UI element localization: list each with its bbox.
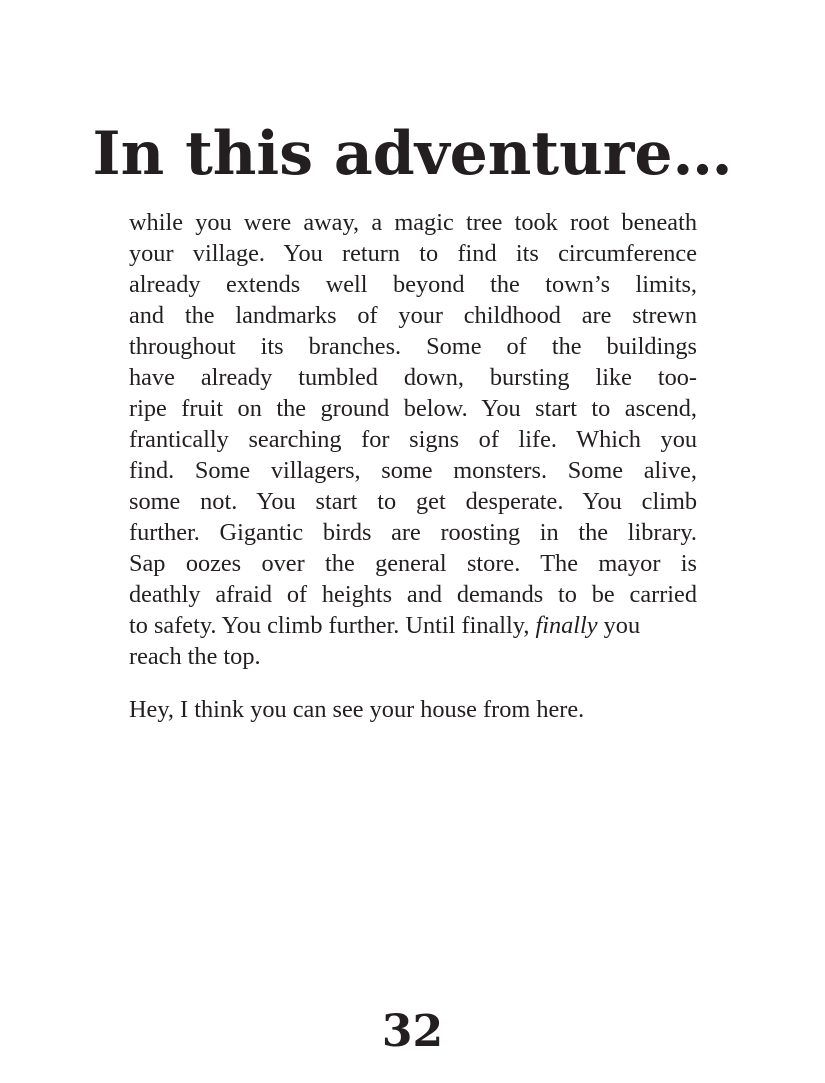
paragraph-line: and the landmarks of your childhood are strewn — [129, 302, 697, 329]
paragraph-line: your village. You return to find its circumference — [129, 240, 697, 267]
closing-paragraph: Hey, I think you can see your house from here. — [129, 696, 585, 723]
paragraph-line: ripe fruit on the ground below. You start to ascend, — [129, 395, 697, 422]
paragraph-line: Sap oozes over the general store. The mayor is — [129, 550, 697, 577]
emphasis-text: finally — [535, 612, 598, 639]
paragraph-line: some not. You start to get desperate. You climb — [129, 488, 697, 515]
paragraph-line: deathly afraid of heights and demands to be carried — [129, 581, 697, 608]
paragraph-line: further. Gigantic birds are roosting in the library. — [129, 519, 697, 546]
adventure-description — [129, 207, 697, 725]
paragraph-line: while you were away, a magic tree took root beneath — [129, 209, 697, 236]
page-title: In this adventure… — [92, 119, 733, 189]
paragraph-line: throughout its branches. Some of the buildings — [129, 333, 697, 360]
paragraph-spacer — [129, 672, 697, 694]
line-text: you — [597, 612, 641, 639]
intro-paragraph — [129, 207, 697, 672]
paragraph-line: frantically searching for signs of life. Which you — [129, 426, 697, 453]
page-number: 32 — [381, 1006, 444, 1057]
paragraph-line: reach the top. — [129, 643, 261, 670]
line-text: to safety. You climb further. Until finally, — [129, 612, 536, 639]
paragraph-line — [129, 610, 697, 641]
paragraph-line: have already tumbled down, bursting like too- — [129, 364, 697, 391]
paragraph-line: already extends well beyond the town’s limits, — [129, 271, 697, 298]
paragraph-line: find. Some villagers, some monsters. Some alive, — [129, 457, 697, 484]
